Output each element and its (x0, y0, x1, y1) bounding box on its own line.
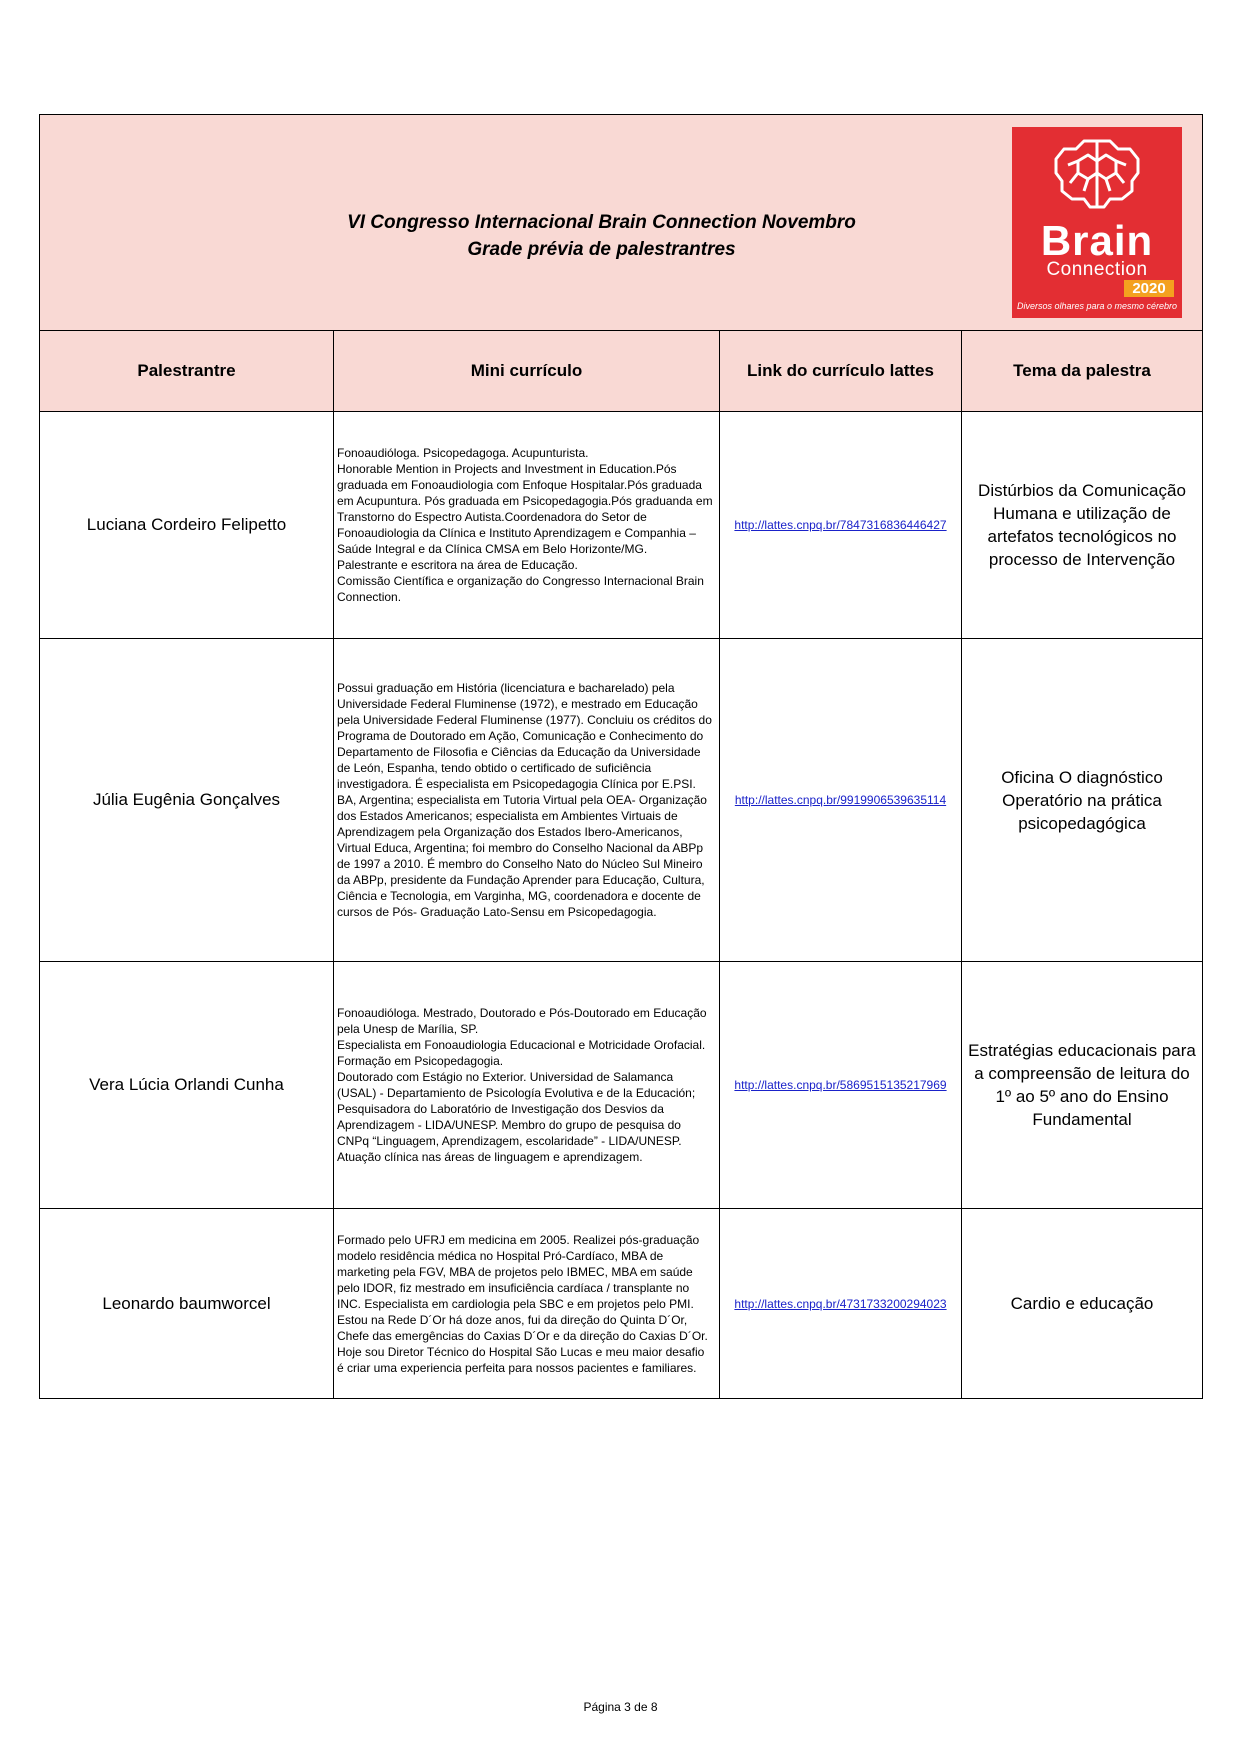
column-header-tema-label: Tema da palestra (1013, 361, 1151, 380)
lattes-link-cell (720, 962, 962, 1209)
logo-connection-word: Connection (1046, 259, 1148, 280)
speaker-cv (334, 1209, 720, 1399)
speaker-name: Júlia Eugênia Gonçalves (40, 639, 334, 962)
logo-tagline: Diversos olhares para o mesmo cérebro (1016, 301, 1178, 311)
column-header-name (40, 331, 334, 412)
title-line-2: Grade prévia de palestrantres (467, 239, 736, 260)
table-row (40, 1209, 1203, 1399)
table-row (40, 412, 1203, 639)
column-header-tema (962, 331, 1203, 412)
lattes-link[interactable]: http://lattes.cnpq.br/4731733200294023 (734, 1296, 947, 1311)
page-number-footer: Página 3 de 8 (583, 1700, 658, 1714)
column-header-cv (334, 331, 720, 412)
logo-brain-word: Brain (1040, 217, 1154, 264)
lattes-link-cell (720, 639, 962, 962)
brain-connection-logo (1012, 127, 1182, 318)
speaker-table (39, 114, 1203, 1399)
speaker-cv (334, 412, 720, 639)
column-header-name-label: Palestrantre (137, 361, 236, 380)
lattes-link-cell (720, 1209, 962, 1399)
lattes-link[interactable]: http://lattes.cnpq.br/7847316836446427 (734, 518, 947, 532)
speaker-grid-sheet (39, 114, 1202, 1399)
talk-theme: Distúrbios da Comunicação Humana e utilização de artefatos tecnológicos no processo de Intervenção (962, 412, 1203, 639)
speaker-cv-text: Possui graduação em História (licenciatura e bacharelado) pela Universidade Federal Fluminense (1972), e mestrado em Educação pela Universidade Federal Fluminense (1977). Concluiu os créditos do Programa de Doutorado em Ação, Comunicação e Conhecimento do Departamento de Filosofia e Ciências da Educação da Universidade de León, Espanha, tendo obtido o certificado de suficiência investigadora. É especialista em Psicopedagogia Clínica por E.PSI. BA, Argentina; especialista em Tutoria Virtual pela OEA- Organização dos Estados Americanos; especialista em Ambientes Virtuais de Aprendizagem pela Organização dos Estados Ibero-Americanos, Virtual Educa, Argentina; foi membro do Conselho Nacional da ABPp de 1997 a 2010. É membro do Conselho Nato do Núcleo Sul Mineiro da ABPp, presidente da Fundação Aprender para Educação, Cultura, Ciência e Tecnologia, em Varginha, MG, coordenadora e docente de cursos de Pós- Graduação Lato-Sensu em Psicopedagogia. (337, 681, 712, 919)
brain-icon (1048, 135, 1146, 215)
speaker-cv-text: Fonoaudióloga. Mestrado, Doutorado e Pós-Doutorado em Educação pela Unesp de Marília, SP. Especialista em Fonoaudiologia Educacional e Motricidade Orofacial. Formação em Psicopedagogia. Doutorado com Estágio no Exterior. Universidad de Salamanca (USAL) - Departamiento de Psicología Evolutiva e de la Educación; Pesquisadora do Laboratório de Investigação dos Desvios da Aprendizagem - LIDA/UNESP. Membro do grupo de pesquisa do CNPq “Linguagem, Aprendizagem, escolaridade” - LIDA/UNESP. Atuação clínica nas áreas de linguagem e aprendizagem. (337, 1006, 707, 1164)
talk-theme: Estratégias educacionais para a compreensão de leitura do 1º ao 5º ano do Ensino Fundamental (962, 962, 1203, 1209)
column-header-cv-label: Mini currículo (470, 361, 583, 380)
speaker-cv (334, 639, 720, 962)
lattes-link[interactable]: http://lattes.cnpq.br/9919906539635114 (734, 793, 947, 807)
speaker-name: Luciana Cordeiro Felipetto (40, 412, 334, 639)
title-row (40, 115, 1203, 331)
column-header-link (720, 331, 962, 412)
column-header-link-label: Link do currículo lattes (746, 361, 935, 380)
header-row (40, 331, 1203, 412)
table-row (40, 639, 1203, 962)
title-line-1: VI Congresso Internacional Brain Connection Novembro (347, 212, 856, 233)
talk-theme: Oficina O diagnóstico Operatório na prática psicopedagógica (962, 639, 1203, 962)
lattes-link-cell (720, 412, 962, 639)
speaker-name: Leonardo baumworcel (40, 1209, 334, 1399)
table-row (40, 962, 1203, 1209)
speaker-cv-text: Formado pelo UFRJ em medicina em 2005. Realizei pós-graduação modelo residência médica no Hospital Pró-Cardíaco, MBA de marketing pela FGV, MBA de projetos pelo IBMEC, MBA em saúde pelo IDOR, fiz mestrado em insuficiência cardíaca / transplante no INC. Especialista em cardiologia pela SBC e em projetos pelo PMI. Estou na Rede D´Or há doze anos, fui da direção do Quinta D´Or, Chefe das emergências do Caxias D´Or e da direção do Caxias D´Or. Hoje sou Diretor Técnico do Hospital São Lucas e meu maior desafio é criar uma experiencia perfeita para nossos pacientes e familiares. (337, 1232, 708, 1375)
speaker-name: Vera Lúcia Orlandi Cunha (40, 962, 334, 1209)
speaker-cv-text: Fonoaudióloga. Psicopedagoga. Acupunturista. Honorable Mention in Projects and Investment in Education.Pós graduada em Fonoaudiologia com Enfoque Hospitalar.Pós graduada em Acupuntura. Pós graduada em Psicopedagogia.Pós graduanda em Transtorno do Espectro Autista.Coordenadora do Setor de Fonoaudiologia da Clínica e Instituto Aprendizagem e Companhia – Saúde Integral e da Clínica CMSA em Belo Horizonte/MG. Palestrante e escritora na área de Educação. Comissão Científica e organização do Congresso Internacional Brain Connection. (337, 446, 713, 604)
title-cell (40, 115, 1203, 331)
lattes-link[interactable]: http://lattes.cnpq.br/5869515135217969 (734, 1078, 947, 1092)
speaker-cv (334, 962, 720, 1209)
logo-year-badge: 2020 (1124, 280, 1174, 297)
talk-theme: Cardio e educação (962, 1209, 1203, 1399)
